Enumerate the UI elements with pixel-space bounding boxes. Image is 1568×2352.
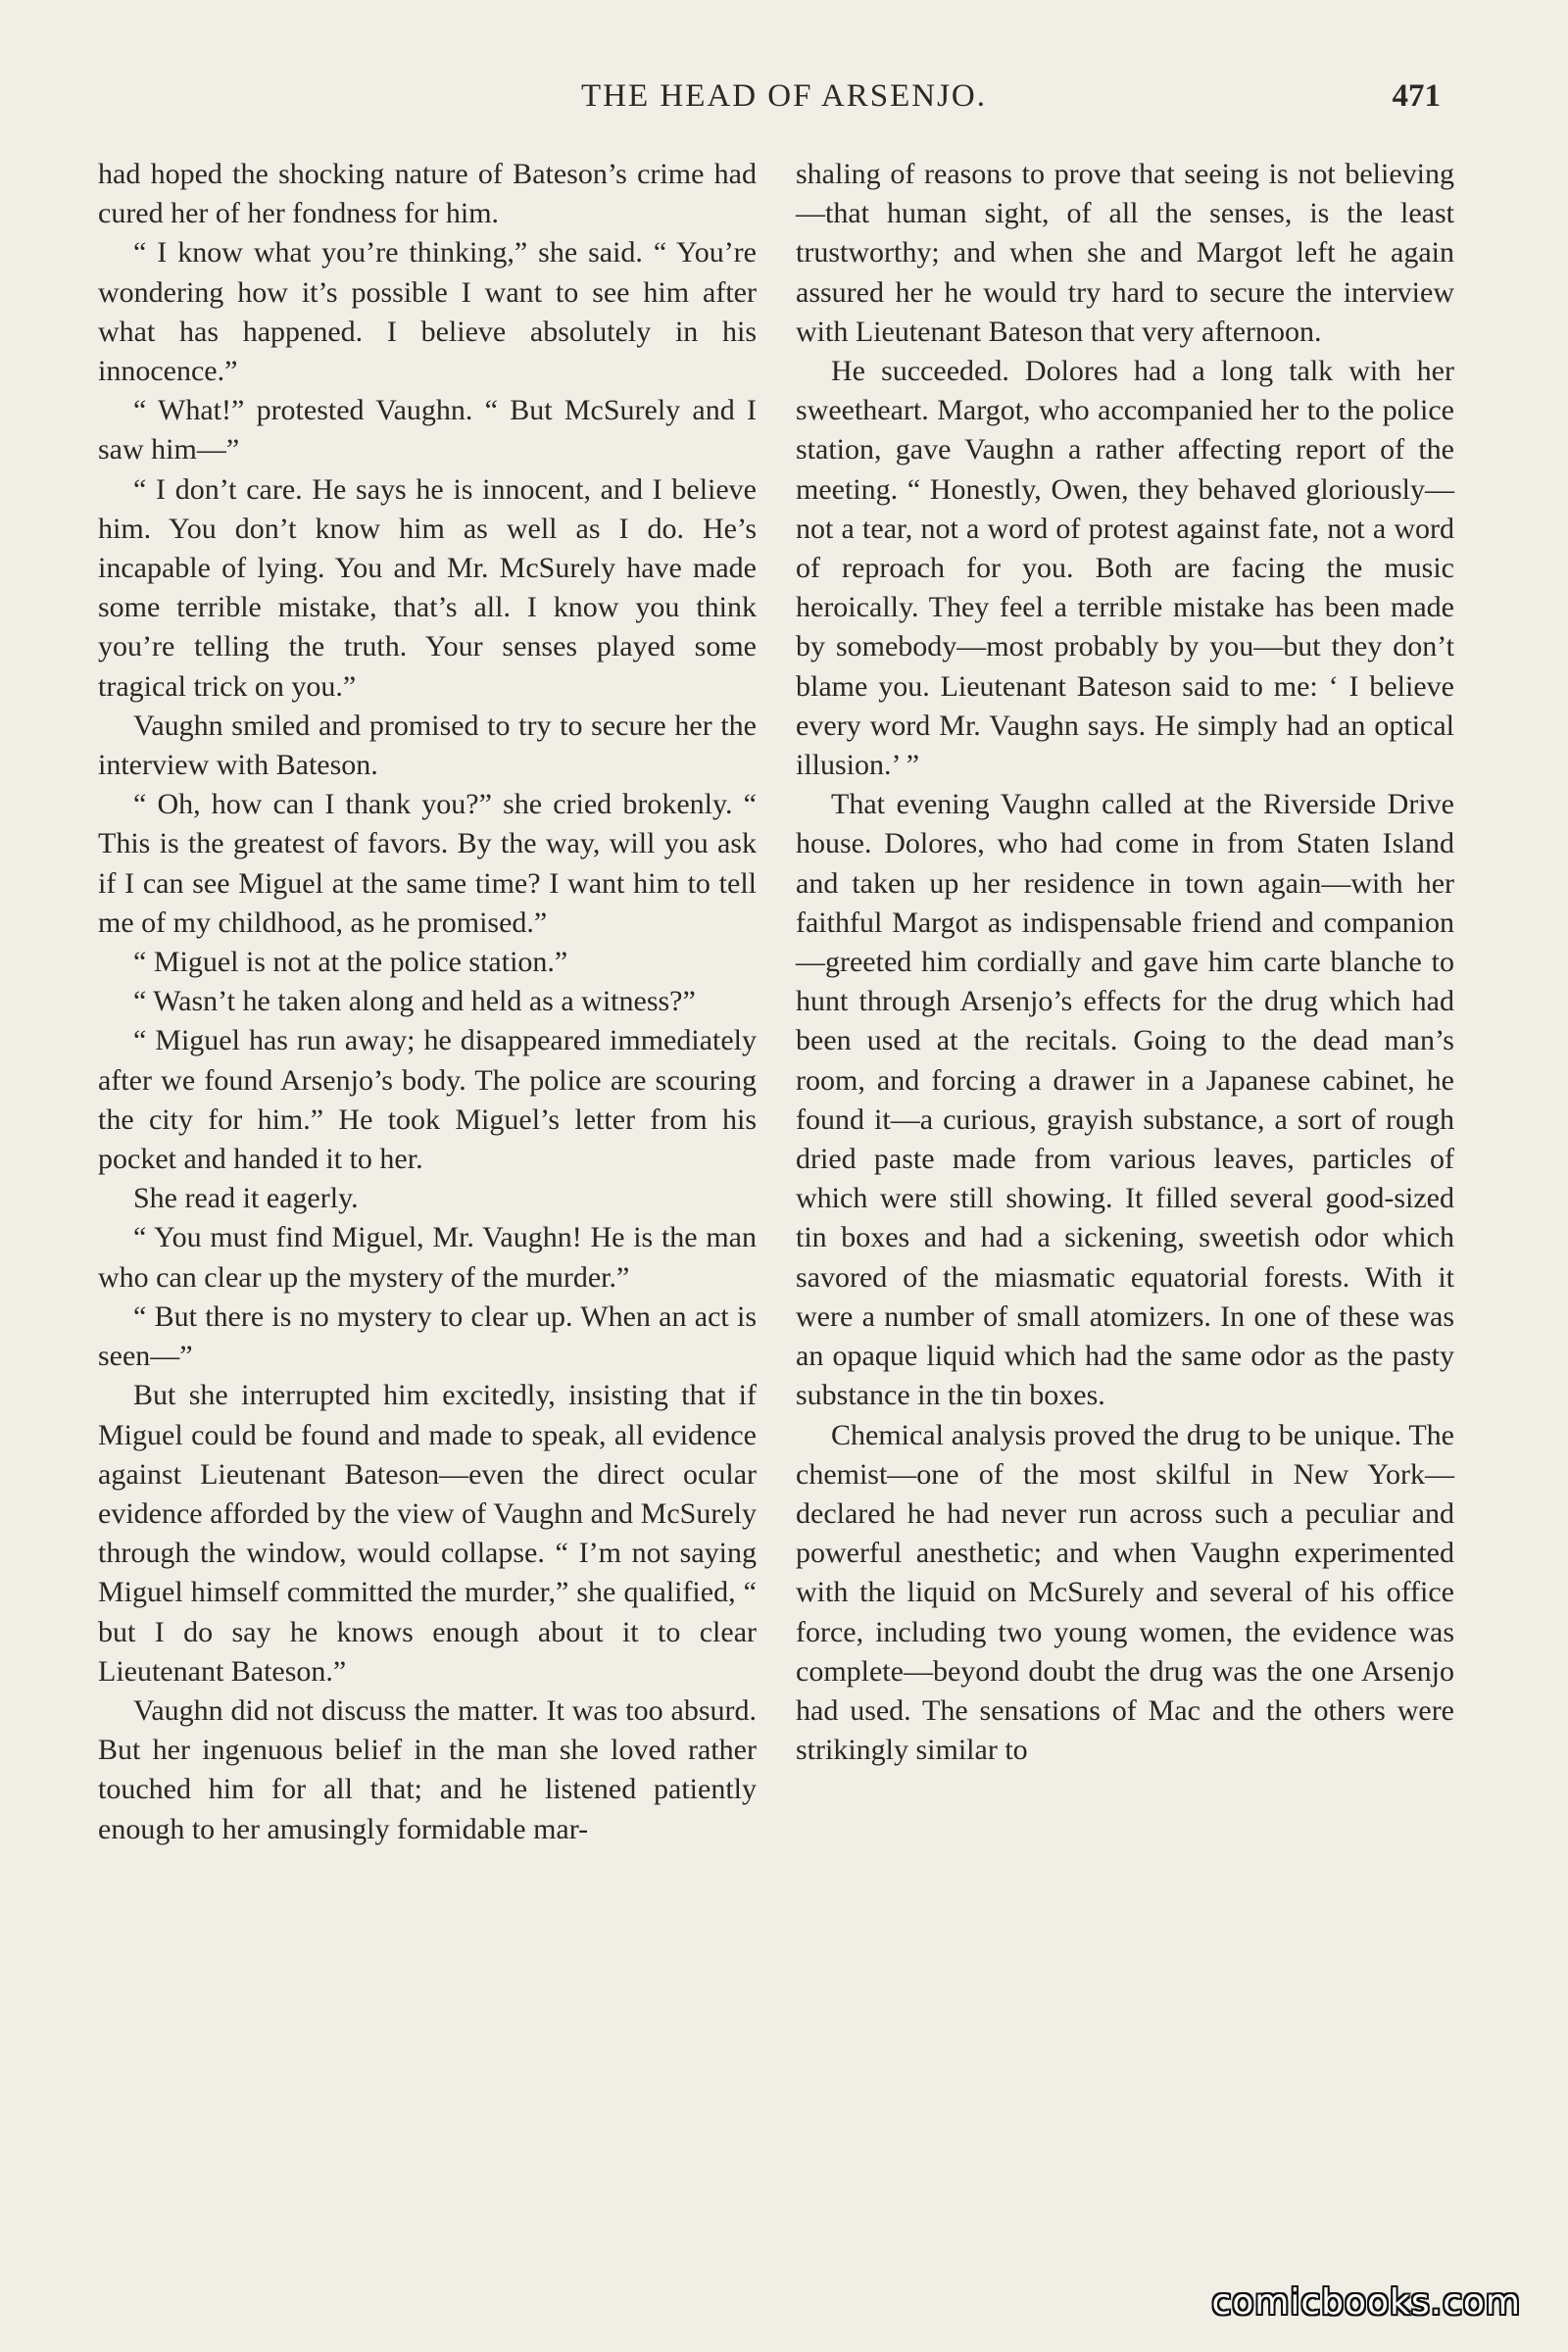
right-column (796, 155, 1454, 1770)
paragraph: Vaughn did not discuss the matter. It was too absurd. But her ingenuous belief in the man she loved rather touched him for all that; and he listened patiently enough to her amusingly formidable mar- (98, 1693, 757, 1845)
paragraph: “ I know what you’re thinking,” she said. “ You’re wondering how it’s possible I want to see him after what has happened. I believe absolutely in his innocence.” (98, 236, 757, 388)
paragraph: She read it eagerly. (133, 1182, 359, 1215)
paragraph: That evening Vaughn called at the Riverside Drive house. Dolores, who had come in from Staten Island and taken up her residence in town again—with her faithful Margot as indispensable friend and companion—greeted him cordially and gave him carte blanche to hunt through Arsenjo’s effects for the drug which had been used at the recitals. Going to the dead man’s room, and forcing a drawer in a Japanese cabinet, he found it—a curious, grayish substance, a sort of rough dried paste made from various leaves, particles of which were still showing. It filled several good-sized tin boxes and had a sickening, sweetish odor which savored of the miasmatic equatorial forests. With it were a number of small atomizers. In one of these was an opaque liquid which had the same odor as the pasty substance in the tin boxes. (796, 788, 1454, 1412)
paragraph: shaling of reasons to prove that seeing is not believing—that human sight, of all the senses, is the least trustworthy; and when she and Margot left he again assured her he would try hard to secure the interview with Lieutenant Bateson that very afternoon. (796, 158, 1454, 348)
paragraph: “ Miguel has run away; he disappeared immediately after we found Arsenjo’s body. The police are scouring the city for him.” He took Miguel’s letter from his pocket and handed it to her. (98, 1024, 757, 1176)
paragraph: “ You must find Miguel, Mr. Vaughn! He is the man who can clear up the mystery of the murder.” (98, 1221, 757, 1294)
running-head: THE HEAD OF ARSENJO. (580, 78, 988, 114)
paragraph: Vaughn smiled and promised to try to secure her the interview with Bateson. (98, 709, 757, 782)
left-column (98, 155, 757, 1849)
paragraph: “ But there is no mystery to clear up. When an act is seen—” (98, 1299, 757, 1373)
paragraph: had hoped the shocking nature of Bateson’s crime had cured her of her fondness for him. (98, 158, 757, 230)
page-header (98, 78, 1470, 127)
paragraph: He succeeded. Dolores had a long talk with her sweetheart. Margot, who accompanied her to the police station, gave Vaughn a rather affecting report of the meeting. “ Honestly, Owen, they behaved gloriously—not a tear, not a word of protest against fate, not a word of reproach for you. Both are facing the music heroically. They feel a terrible mistake has been made by somebody—most probably by you—but they don’t blame you. Lieutenant Bateson said to me: ‘ I believe every word Mr. Vaughn says. He simply had an optical illusion.’ ” (796, 355, 1454, 782)
paragraph: “ Wasn’t he taken along and held as a witness?” (133, 985, 696, 1018)
paragraph: “ Miguel is not at the police station.” (133, 946, 568, 979)
paragraph: But she interrupted him excitedly, insisting that if Miguel could be found and made to speak, all evidence against Lieutenant Bateson—even the direct ocular evidence afforded by the view of Vaughn and McSurely through the window, would collapse. “ I’m not saying Miguel himself committed the murder,” she qualified, “ but I do say he knows enough about it to clear Lieutenant Bateson.” (98, 1379, 757, 1688)
page-number: 471 (1392, 78, 1441, 114)
paragraph: “ What!” protested Vaughn. “ But McSurely and I saw him—” (98, 394, 757, 466)
paragraph: “ Oh, how can I thank you?” she cried brokenly. “ This is the greatest of favors. By the way, will you ask if I can see Miguel at the same time? I want him to tell me of my childhood, as he promised.” (98, 788, 757, 939)
paragraph: Chemical analysis proved the drug to be unique. The chemist—one of the most skilful in New York—declared he had never run across such a peculiar and powerful anesthetic; and when Vaughn experimented with the liquid on McSurely and several of his office force, including two young women, the evidence was complete—beyond doubt the drug was the one Arsenjo had used. The sensations of Mac and the others were strikingly similar to (796, 1418, 1454, 1767)
paragraph: “ I don’t care. He says he is innocent, and I believe him. You don’t know him as well as I do. He’s incapable of lying. You and Mr. McSurely have made some terrible mistake, that’s all. I know you think you’re telling the truth. Your senses played some tragical trick on you.” (98, 472, 757, 703)
watermark: comicbooks.com (1211, 2282, 1521, 2323)
